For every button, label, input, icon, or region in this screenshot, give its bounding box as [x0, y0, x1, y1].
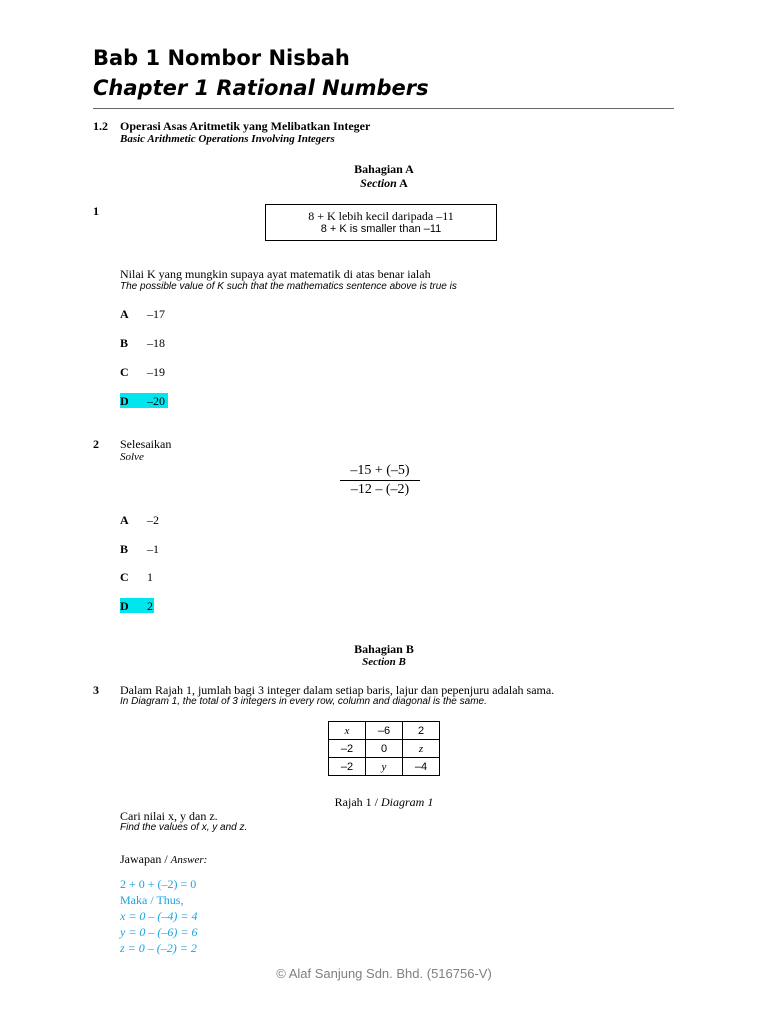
topic-title-ms: Operasi Asas Aritmetik yang Melibatkan Integer — [120, 119, 371, 133]
question-1-statement-box — [265, 204, 497, 241]
section-a-title-ms: Bahagian A — [354, 162, 414, 176]
diagram-1-caption: Rajah 1 / Diagram 1 — [334, 795, 434, 809]
q2-option-b-label[interactable]: B — [120, 542, 129, 556]
grid-cell: z — [403, 740, 440, 758]
question-3-number: 3 — [93, 683, 99, 697]
answer-line: 2 + 0 + (–2) = 0 — [120, 877, 197, 891]
question-3-text-en: In Diagram 1, the total of 3 integers in every row, column and diagonal is the same. — [120, 696, 487, 707]
copyright-footer: © Alaf Sanjung Sdn. Bhd. (516756-V) — [276, 966, 492, 981]
q1-option-a-label[interactable]: A — [120, 307, 129, 321]
answer-label: Jawapan / Answer: — [120, 852, 208, 866]
topic-title-en: Basic Arithmetic Operations Involving Integers — [120, 133, 335, 145]
q2-option-d-label[interactable]: D — [120, 599, 129, 613]
q1-option-d-value: –20 — [147, 394, 165, 408]
grid-cell: 0 — [366, 740, 403, 758]
fraction-denominator: –12 – (–2) — [350, 482, 410, 497]
answer-line: x = 0 – (–4) = 4 — [120, 909, 198, 923]
grid-cell: –6 — [366, 722, 403, 740]
q2-option-d-value: 2 — [147, 599, 153, 613]
fraction-numerator: –15 + (–5) — [350, 463, 410, 478]
statement-en: 8 + K is smaller than –11 — [320, 223, 442, 235]
question-3-text-ms: Dalam Rajah 1, jumlah bagi 3 integer dalam setiap baris, lajur dan pepenjuru adalah sama. — [120, 683, 555, 697]
q2-option-a-value: –2 — [147, 513, 159, 527]
q2-option-a-label[interactable]: A — [120, 513, 129, 527]
question-1-text-en: The possible value of K such that the mathematics sentence above is true is — [120, 281, 457, 292]
section-a-title-en: Section A — [360, 176, 408, 190]
q2-option-b-value: –1 — [147, 542, 159, 556]
q2-option-c-value: 1 — [147, 570, 153, 584]
statement-ms: 8 + K lebih kecil daripada –11 — [308, 209, 454, 223]
q1-option-c-value: –19 — [147, 365, 165, 379]
q1-option-a-value: –17 — [147, 307, 165, 321]
header-divider — [93, 108, 674, 109]
grid-cell: –4 — [403, 758, 440, 776]
chapter-title-en: Chapter 1 Rational Numbers — [93, 76, 429, 100]
question-2-text-ms: Selesaikan — [120, 437, 172, 451]
q1-option-b-value: –18 — [147, 336, 165, 350]
grid-cell: 2 — [403, 722, 440, 740]
q1-option-c-label[interactable]: C — [120, 365, 129, 379]
question-2-number: 2 — [93, 437, 99, 451]
answer-line: y = 0 – (–6) = 6 — [120, 925, 198, 939]
q1-option-d-label[interactable]: D — [120, 394, 129, 408]
question-1-number: 1 — [93, 204, 99, 218]
grid-cell: y — [366, 758, 403, 776]
question-3-find-ms: Cari nilai x, y dan z. — [120, 809, 218, 823]
grid-cell: –2 — [329, 758, 366, 776]
question-3-find-en: Find the values of x, y and z. — [120, 822, 248, 833]
chapter-title-ms: Bab 1 Nombor Nisbah — [93, 46, 350, 70]
question-2-text-en: Solve — [120, 451, 144, 463]
question-1-text-ms: Nilai K yang mungkin supaya ayat matematik di atas benar ialah — [120, 267, 431, 281]
grid-cell: x — [329, 722, 366, 740]
diagram-1-grid — [328, 721, 440, 776]
q1-option-b-label[interactable]: B — [120, 336, 129, 350]
fraction-bar — [340, 480, 420, 481]
topic-number: 1.2 — [93, 119, 108, 133]
section-b-title-ms: Bahagian B — [354, 642, 414, 656]
section-b-title-en: Section B — [362, 656, 406, 668]
grid-cell: –2 — [329, 740, 366, 758]
question-2-fraction — [340, 463, 420, 498]
q2-option-c-label[interactable]: C — [120, 570, 129, 584]
answer-line: Maka / Thus, — [120, 893, 184, 907]
answer-line: z = 0 – (–2) = 2 — [120, 941, 197, 955]
